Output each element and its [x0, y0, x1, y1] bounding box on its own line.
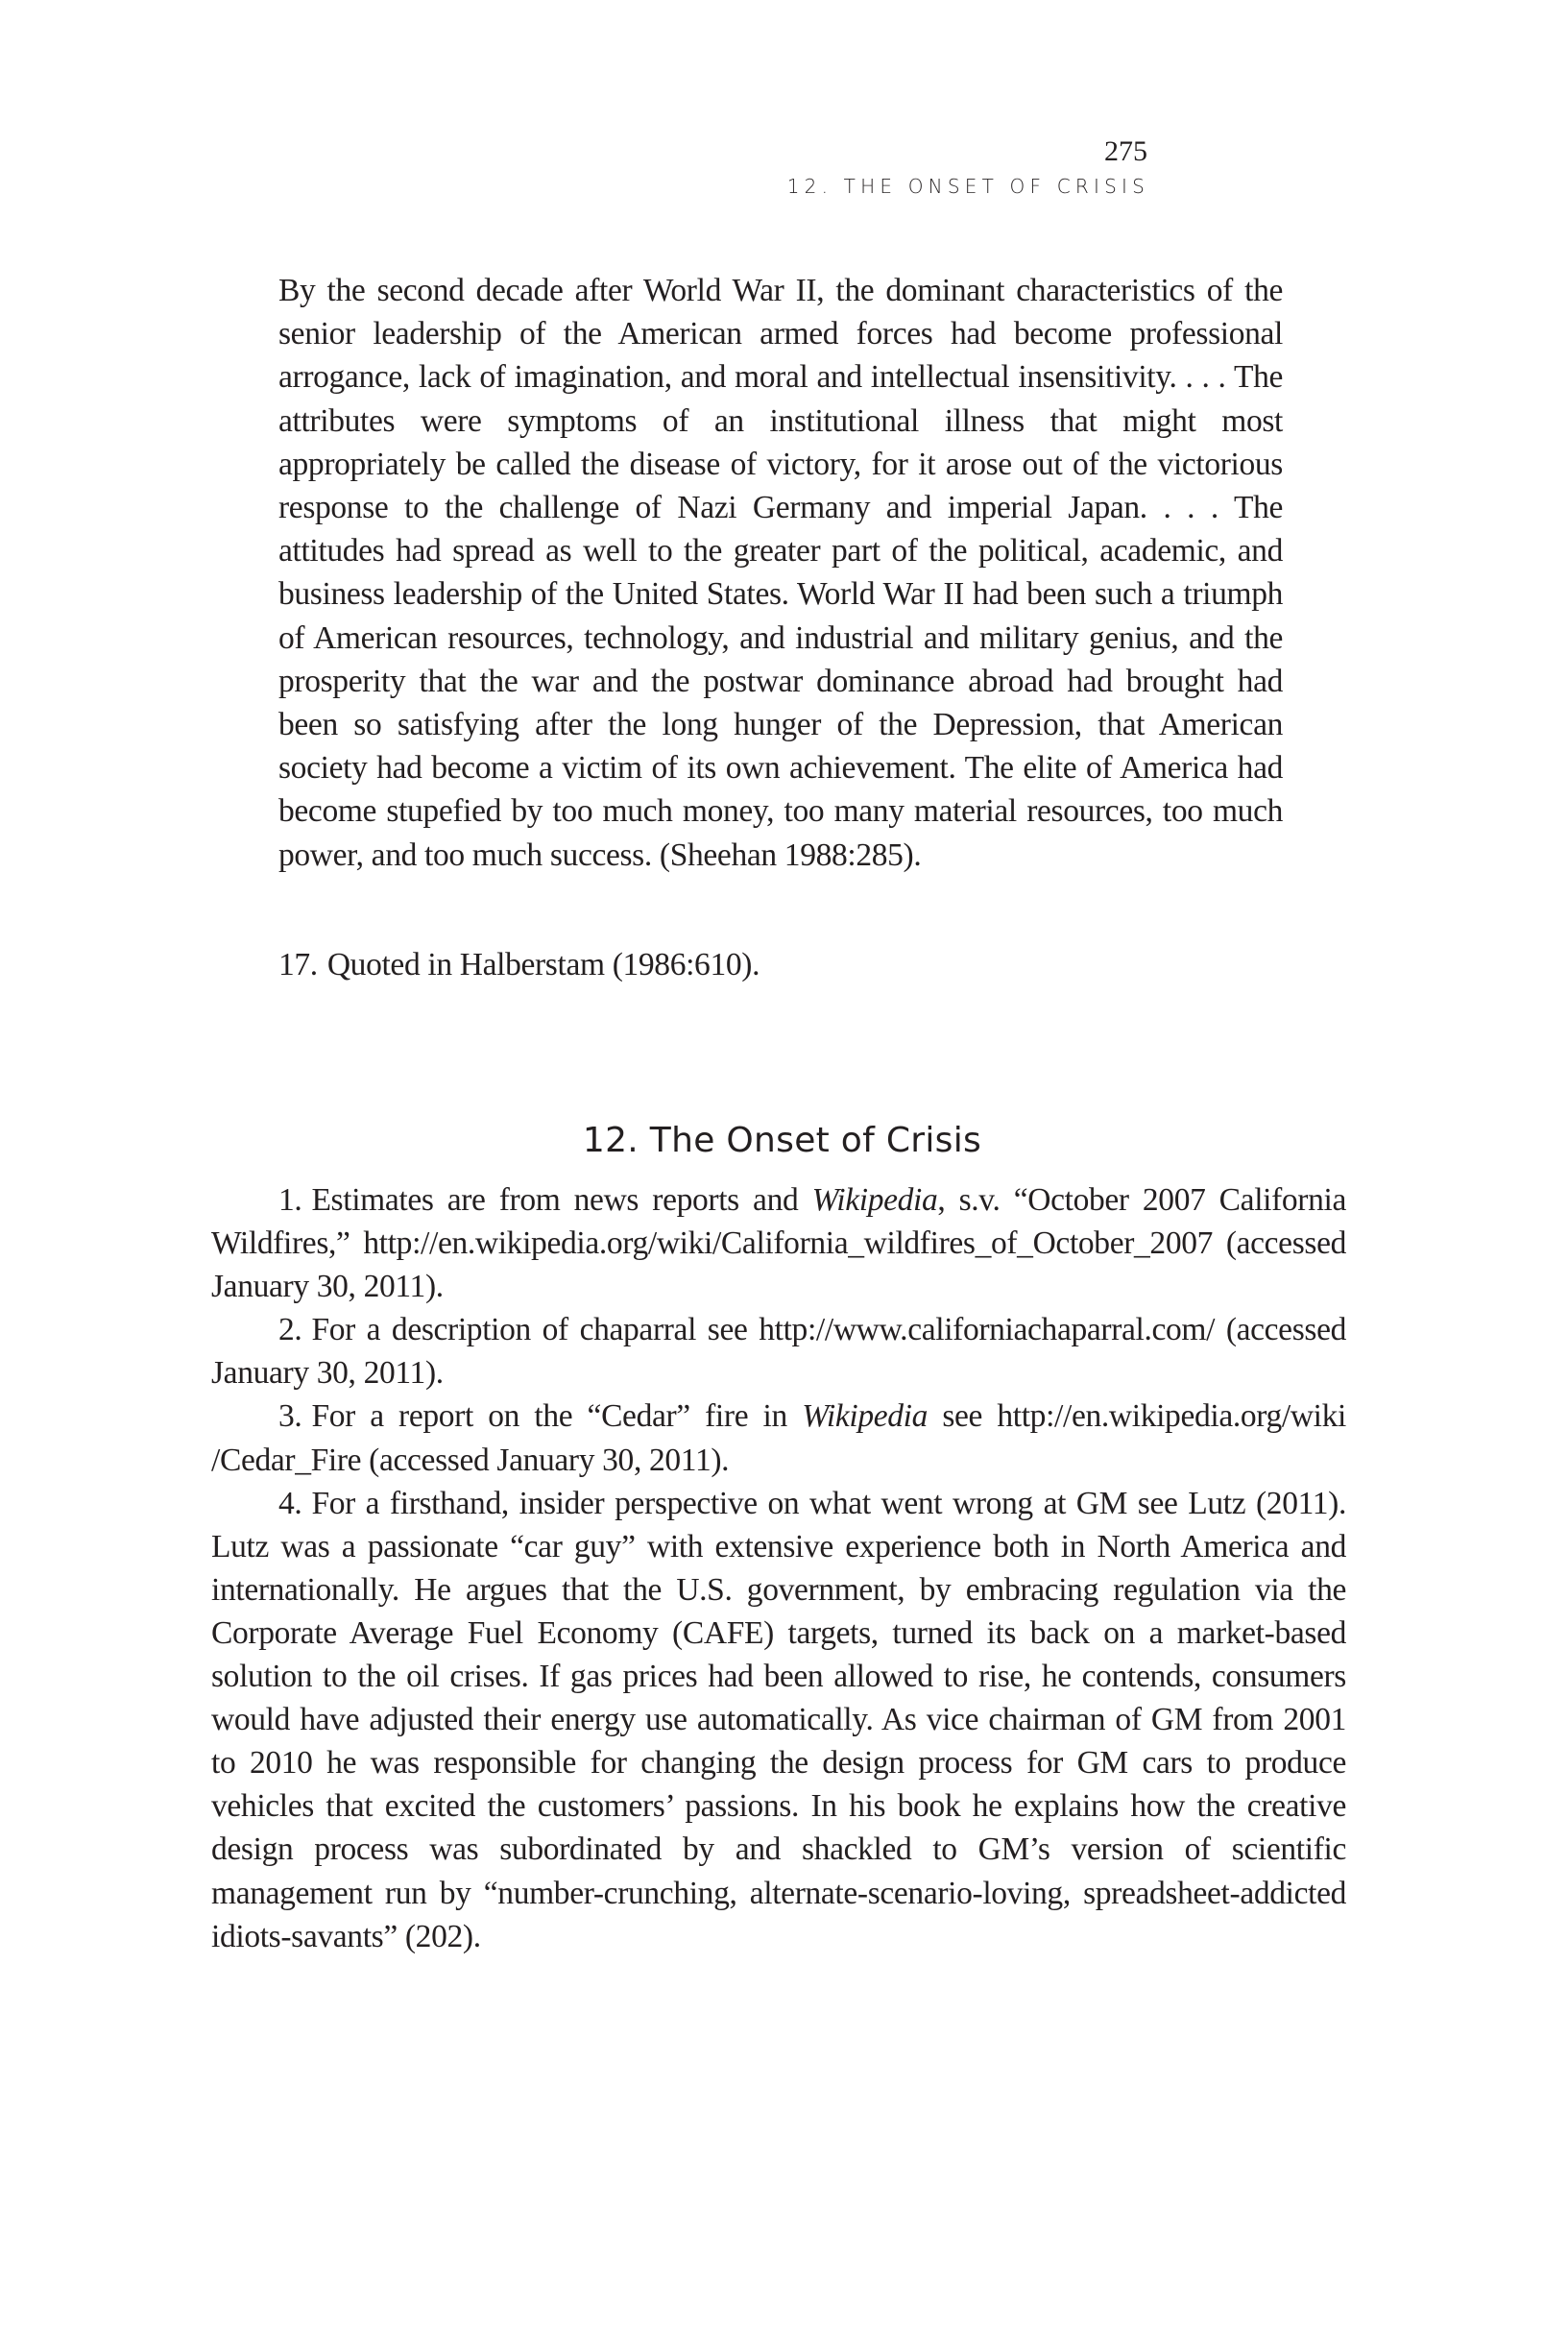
note-2 — [211, 1308, 1346, 1394]
running-head: 12. THE ONSET OF CRISIS — [786, 175, 1149, 198]
note-italic-text: Wikipedia — [802, 1398, 929, 1435]
section-heading — [0, 1120, 1568, 1162]
note-italic-text: Wikipedia — [811, 1182, 938, 1218]
note-4 — [211, 1482, 1346, 1958]
note-1 — [211, 1178, 1346, 1308]
note-number: 2. — [278, 1312, 302, 1348]
note-number: 3. — [278, 1398, 302, 1435]
note-number: 1. — [278, 1182, 302, 1218]
note-number: 4. — [278, 1485, 302, 1521]
note-text: For a report on the “Cedar” fire in — [311, 1398, 803, 1435]
note-text: Estimates are from news reports and — [311, 1182, 812, 1218]
note-3 — [211, 1394, 1346, 1481]
note-number: 17. — [278, 947, 318, 982]
note-text: For a firsthand, insider perspective on what went wrong at GM see Lutz (2011). Lutz was a passionate “car guy” with extensive experience both in North America and internationally. He argues that the U.S. government, by embracing regulation via the Corporate Average Fuel Economy (CAFE) targets, turned its back on a market-based solution to the oil crises. If gas prices had been allowed to rise, he contends, consumers would have adjusted their energy use automatically. As vice chairman of GM from 2001 to 2010 he was responsible for changing the design process for GM cars to produce vehicles that excited the customers’ passions. In his book he explains how the creative design process was subordinated by and shackled to GM’s version of scientific management run by “number-crunching, alternate-scenario-loving, spreadsheet-addicted idiots-savants” (202). — [211, 1485, 1346, 1954]
block-quote — [278, 269, 1283, 877]
notes-list — [211, 1178, 1346, 1958]
section-heading-text: 12. The Onset of Crisis — [582, 1120, 982, 1160]
note-17 — [278, 943, 1283, 986]
page-number: 275 — [1104, 135, 1147, 167]
note-text: Quoted in Halberstam (1986:610). — [326, 947, 760, 982]
note-text: , s.v. “October 2007 California Wildfires,” http://en.wikipedia.org/wiki/California_wildfires_of_October_2007 (accessed January 30, 2011). — [211, 1182, 1346, 1305]
note-text: For a description of chaparral see http://www.californiachaparral.com/ (accessed January 30, 2011). — [211, 1312, 1346, 1392]
note-text: see http://en.wikipedia.org/wiki /Cedar_Fire (accessed January 30, 2011). — [211, 1398, 1346, 1478]
block-quote-text: By the second decade after World War II, the dominant characteristics of the senior leadership of the American armed forces had become professional arrogance, lack of imagination, and moral and intellectual insensitivity. . . . The attributes were symptoms of an institutional illness that might most appropriately be called the disease of victory, for it arose out of the victorious response to the challenge of Nazi Germany and imperial Japan. . . . The attitudes had spread as well to the greater part of the political, academic, and business leadership of the United States. World War II had been such a triumph of American resources, technology, and industrial and military genius, and the prosperity that the war and the postwar dominance abroad had brought had been so satisfying after the long hunger of the Depression, that American society had become a victim of its own achievement. The elite of America had become stupefied by too much money, too many material resources, too much power, and too much success. (Sheehan 1988:285). — [278, 273, 1283, 873]
